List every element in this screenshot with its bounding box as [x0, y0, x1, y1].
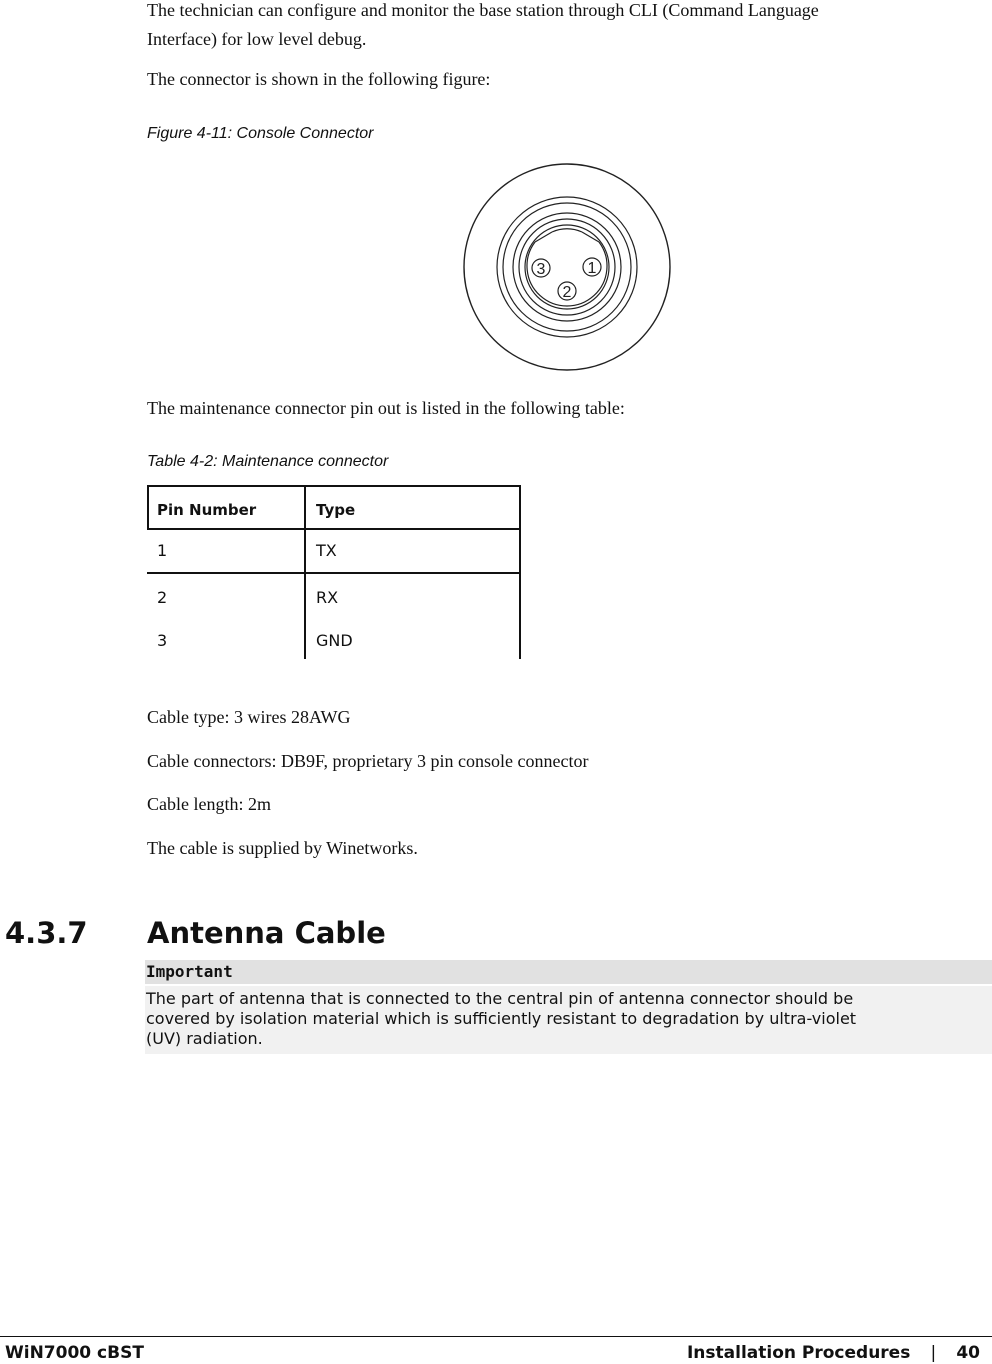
footer-separator: | [930, 1343, 937, 1363]
table-intro-text: The maintenance connector pin out is listed in the following table: [147, 398, 625, 418]
intro-line-1: The technician can configure and monitor the base station through CLI (Command Language [147, 0, 819, 20]
pin-1 [583, 258, 601, 277]
connector-ring-1 [497, 197, 637, 337]
console-connector-figure [460, 160, 674, 374]
maintenance-connector-table [147, 485, 521, 659]
pin-1-label: 1 [587, 260, 597, 277]
table-column-divider [304, 485, 306, 659]
table-cell-pin: 2 [157, 588, 168, 607]
table-cell-pin: 3 [157, 631, 168, 650]
footer-chapter: Installation Procedures [686, 1343, 911, 1363]
note-line-2: covered by isolation material which is sufficiently resistant to degradation by ultra-violet [146, 1009, 857, 1028]
section-number: 4.3.7 [5, 916, 88, 950]
figure-caption: Figure 4-11: Console Connector [147, 125, 374, 142]
table-right-border [519, 485, 521, 659]
table-cell-type: RX [316, 588, 339, 607]
connector-outer-ring [464, 164, 670, 370]
footer-rule [0, 1336, 992, 1337]
note-line-1: The part of antenna that is connected to the central pin of antenna connector should be [146, 989, 854, 1008]
footer-right [687, 1343, 980, 1363]
pin-3 [532, 259, 550, 278]
figure-intro-text: The connector is shown in the following figure: [147, 69, 491, 89]
footer-page-number: 40 [956, 1343, 980, 1363]
note-heading: Important [146, 962, 233, 981]
cable-type-text: Cable type: 3 wires 28AWG [147, 707, 351, 727]
note-body [146, 989, 991, 1049]
table-cell-type: TX [316, 541, 337, 560]
intro-line-2: Interface) for low level debug. [147, 29, 367, 49]
cable-supplier-text: The cable is supplied by Winetworks. [147, 838, 418, 858]
pin-3-label: 3 [536, 261, 546, 278]
table-top-rule [147, 485, 521, 487]
table-left-border [147, 485, 149, 530]
table-header-type: Type [316, 501, 356, 519]
table-cell-type: GND [316, 631, 353, 650]
table-header-rule [147, 528, 521, 530]
table-header-pin-number: Pin Number [157, 501, 257, 519]
footer-doc-title: WiN7000 cBST [5, 1343, 144, 1363]
note-body-box [145, 986, 992, 1054]
section-title: Antenna Cable [147, 916, 386, 950]
cable-length-text: Cable length: 2m [147, 794, 271, 814]
connector-ring-3 [513, 213, 621, 321]
pin-2-label: 2 [562, 284, 572, 301]
pin-2 [558, 282, 576, 301]
table-row-rule [147, 572, 521, 574]
note-line-3: (UV) radiation. [146, 1029, 263, 1048]
connector-ring-2 [503, 203, 631, 331]
note-heading-bar [145, 960, 992, 984]
connector-key-arc [552, 229, 582, 232]
cable-connectors-text: Cable connectors: DB9F, proprietary 3 pin console connector [147, 751, 589, 771]
intro-paragraph [147, 0, 987, 54]
table-cell-pin: 1 [157, 541, 168, 560]
table-caption: Table 4-2: Maintenance connector [147, 453, 389, 470]
